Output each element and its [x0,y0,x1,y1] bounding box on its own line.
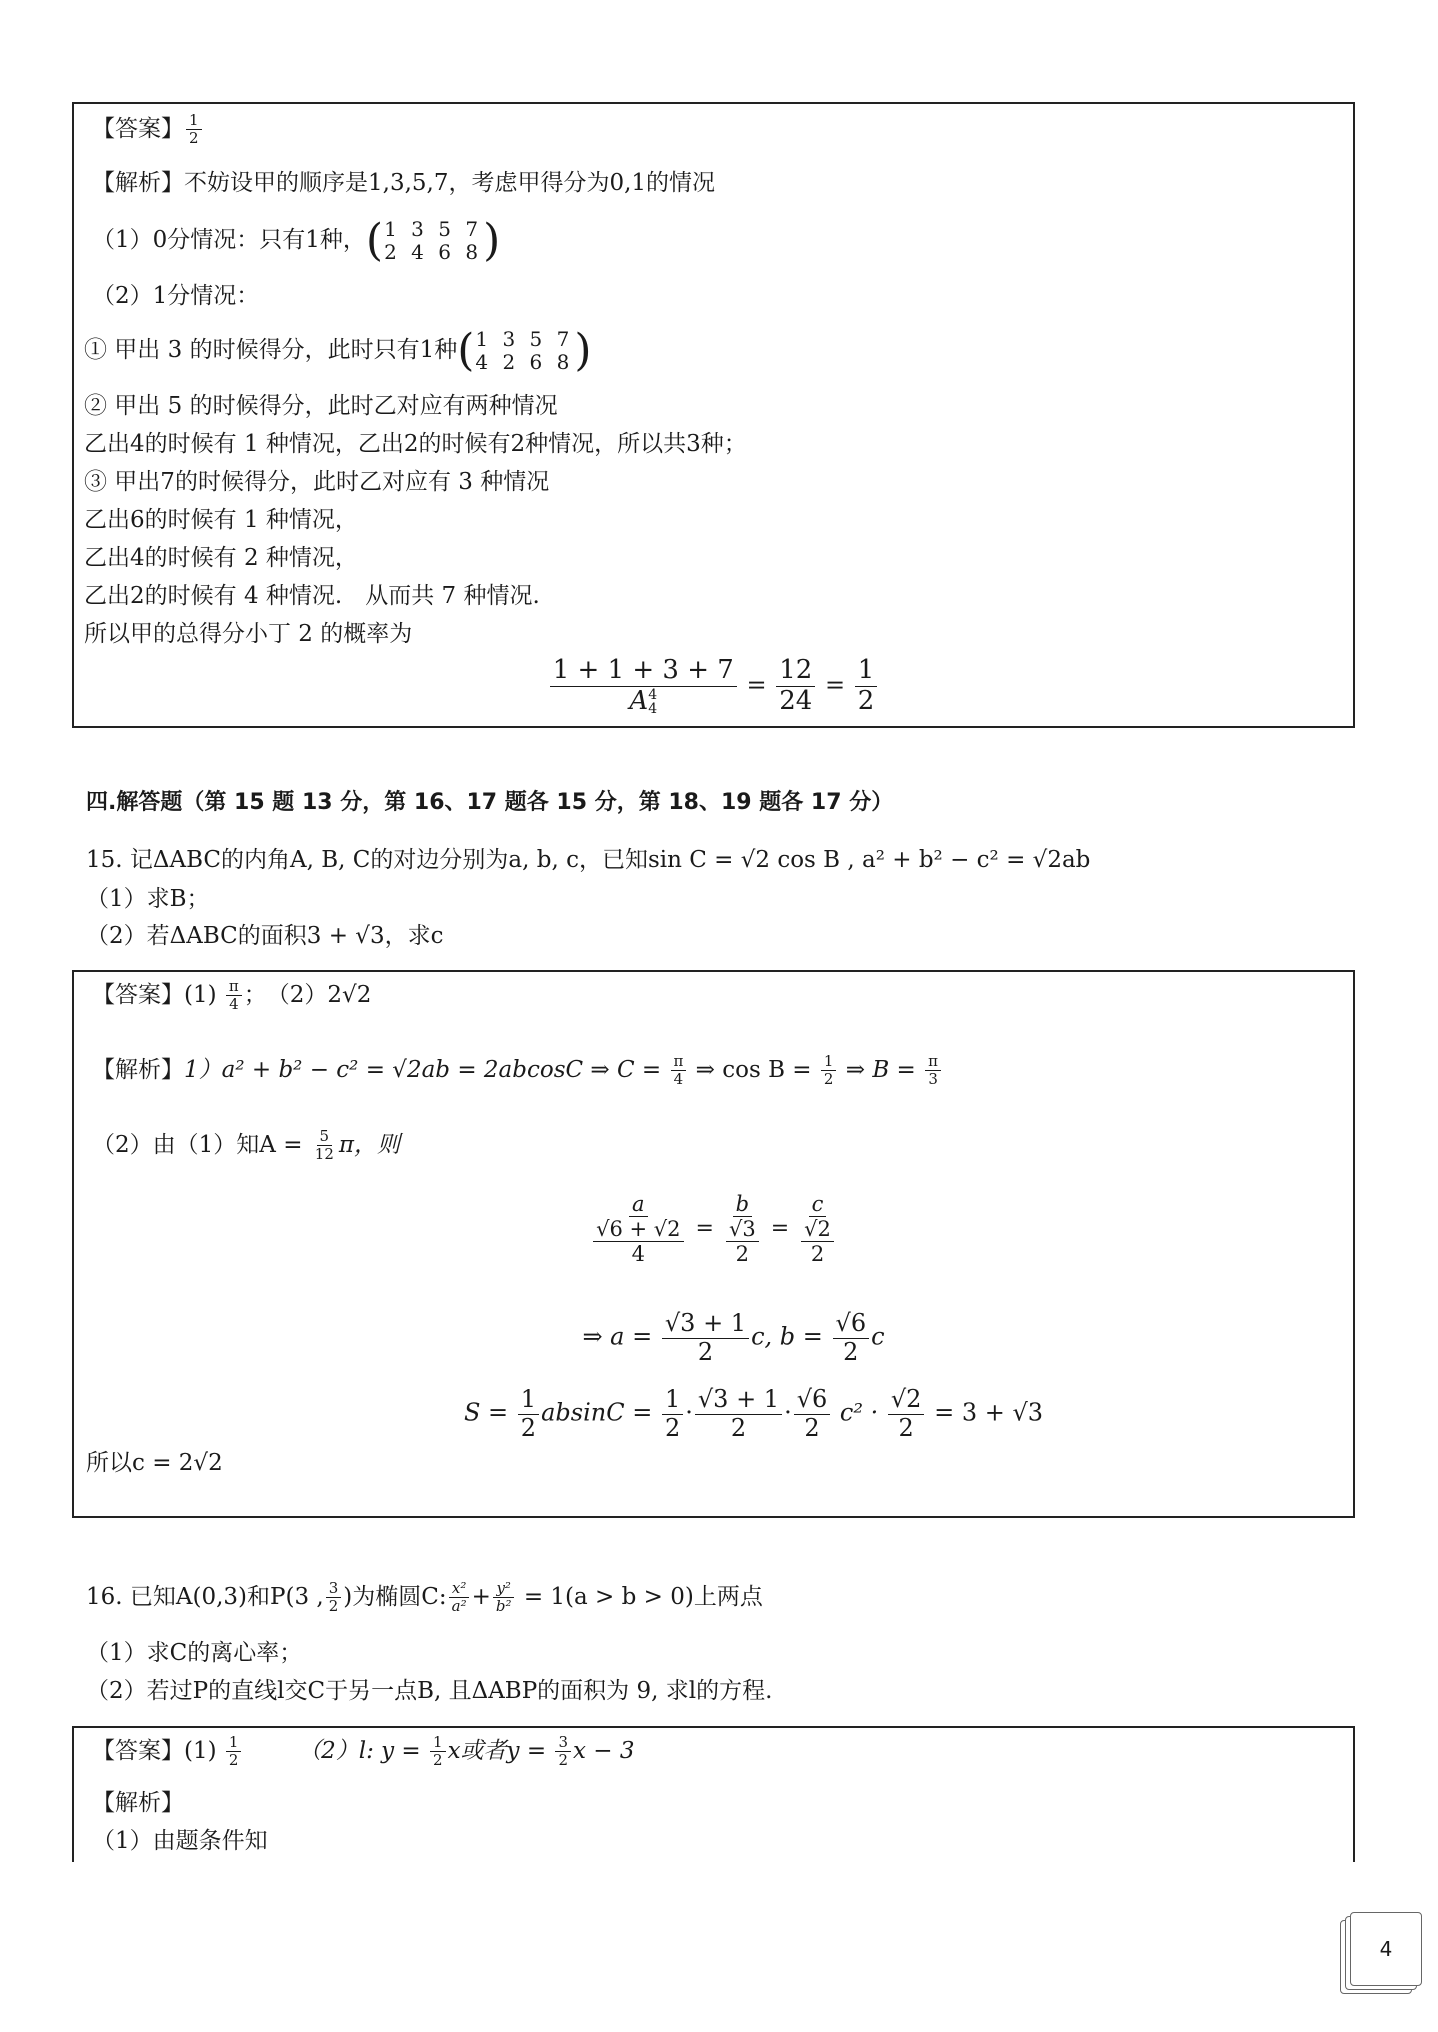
case2-line: （2）1分情况： [92,283,260,309]
conclusion-line: 所以c = 2√2 [86,1450,223,1476]
analysis-line: 【解析】不妨设甲的顺序是1,3,5,7，考虑甲得分为0,1的情况 [92,170,716,196]
analysis-line-1: 【解析】1）a² + b² − c² = √2ab = 2abcosC ⇒ C = $\frac{\pi}{4}$ ⇒ cos B = $\frac{1}{2}$ ⇒ B = $\frac{\pi}{3}$ [92,1053,943,1089]
sub1-line: ① 甲出 3 的时候得分，此时只有1种 ( 1 3 5 7 4 2 6 8 ) [84,325,592,376]
q15-part1: （1）求B； [86,886,210,912]
probability-formula: 1 + 1 + 3 + 7 A 4 4 = $\frac{12}{24}$ = $\frac{1}{2}$ [72,656,1355,717]
text-line: 乙出4的时候有 1 种情况，乙出2的时候有2种情况，所以共3种； [84,431,747,457]
page-number: 4 [1350,1912,1422,1986]
answer-line: 【答案】 $\frac{1}{2}$ [92,112,204,148]
analysis-label: 【解析】 [92,1790,184,1816]
text-line: 所以甲的总得分小丁 2 的概率为 [84,621,413,647]
q16-part2: （2）若过P的直线l交C于另一点B, 且ΔABP的面积为 9, 求l的方程. [86,1678,773,1704]
section-heading: 四.解答题（第 15 题 13 分，第 16、17 题各 15 分，第 18、19 题各 17 分） [86,790,894,815]
answer-line: 【答案】(1) $\frac{1}{2}$ （2）l: y = $\frac{1}{2}$ x或者y = $\frac{3}{2}$ x − 3 [92,1733,635,1770]
q16-part1: （1）求C的离心率； [86,1640,303,1666]
text-line: 乙出6的时候有 1 种情况， [84,507,358,533]
a-b-expression: ⇒ a = $\frac{√3 + 1}{2}$ c, b = $\frac{√6}{2}$ c [582,1309,885,1366]
q15-part2: （2）若ΔABC的面积3 + √3，求c [86,923,444,949]
case1-line: （1）0分情况：只有1种， ( 1 3 5 7 2 4 6 8 ) [92,215,501,266]
q15-stem: 15. 记ΔABC的内角A, B, C的对边分别为a, b, c，已知sin C = √2 cos B , a² + b² − c² = √2ab [86,847,1091,873]
permutation-matrix: ( 1 3 5 7 2 4 6 8 ) [365,215,501,266]
text-line: 乙出4的时候有 2 种情况， [84,545,358,571]
analysis-line-2: （2）由（1）知A = $\frac{5}{12}$ π，则 [92,1127,400,1164]
text-line: 乙出2的时候有 4 种情况. 从而共 7 种情况. [84,583,540,609]
area-expression: S = $\frac{1}{2}$ absinC = $\frac{1}{2}$ · $\frac{√3 + 1}{2}$ · $\frac{√6}{2}$ c² · $\frac{√2}{2}$ = 3 + √3 [463,1385,1044,1442]
page-number-badge [1340,1912,1426,2000]
sub3-line: ③ 甲出7的时候得分，此时乙对应有 3 种情况 [84,469,550,495]
sine-rule-equation: $\frac{a}{\frac{√6 + √2}{4}}$ = $\frac{b}{\frac{√3}{2}}$ = $\frac{c}{\frac{√2}{2}}$ [72,1192,1355,1266]
answer-line: 【答案】(1) $\frac{\pi}{4}$ ； （2）2√2 [92,977,372,1014]
answer-fraction: $\frac{1}{2}$ [186,112,202,148]
permutation-matrix: ( 1 3 5 7 4 2 6 8 ) [457,325,592,376]
q16-stem: 16. 已知A(0,3)和P(3 , $\frac{3}{2}$ )为椭圆C: $\frac{\text{x²}}{\text{a²}}$ + $\frac{\text{y²}}{\text{b²}}$ = 1(a > b > 0)上两点 [86,1579,763,1616]
sub2-line: ② 甲出 5 的时候得分，此时乙对应有两种情况 [84,393,558,419]
analysis-line-1: （1）由题条件知 [92,1828,268,1854]
